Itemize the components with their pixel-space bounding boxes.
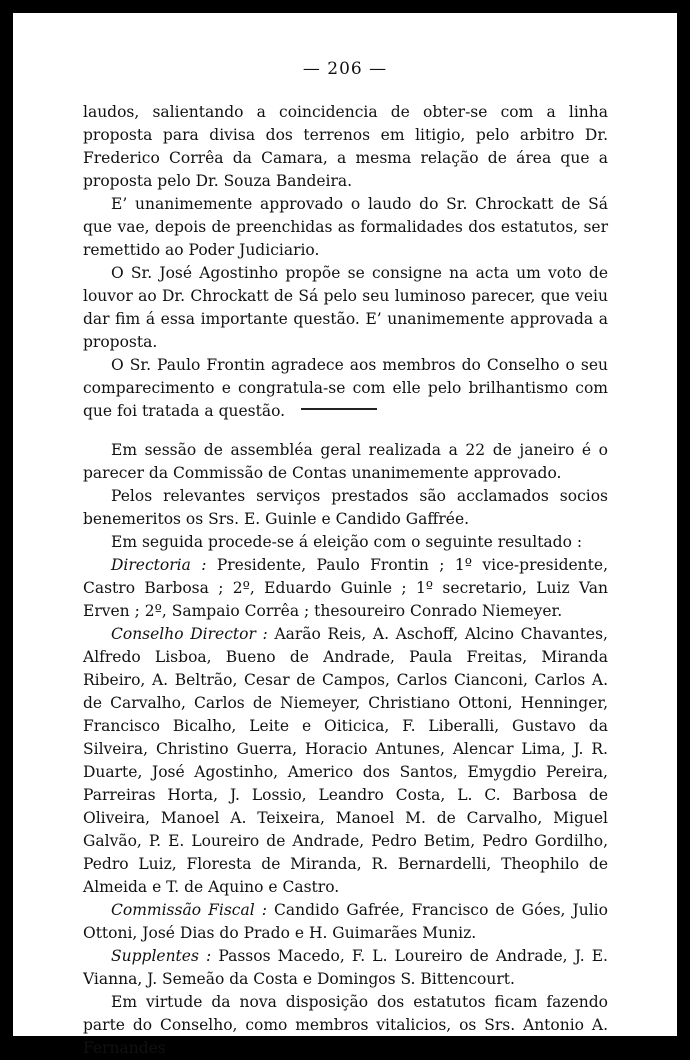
supplentes-label: Supplentes : xyxy=(111,947,212,965)
paragraph: Pelos relevantes serviços prestados são acclamados socios benemeritos os Srs. E. Guinle e Candido Gaffrée. xyxy=(83,487,608,528)
section-divider xyxy=(301,408,377,410)
directoria-text: Presidente, Paulo Frontin ; 1º vice-presidente, Castro Barbosa ; 2º, Eduardo Guinle ; 1º secretario, Luiz Van Erven ; 2º, Sampaio Corrêa ; thesoureiro Conrado Niemeyer. xyxy=(83,556,608,620)
commissao-text: Candido Gafrée, Francisco de Góes, Julio Ottoni, José Dias do Prado e H. Guimarães Muniz. xyxy=(83,901,608,942)
conselho-text: Aarão Reis, A. Aschoff, Alcino Chavantes, Alfredo Lisboa, Bueno de Andrade, Paula Freitas, Miranda Ribeiro, A. Beltrão, Cesar de Campos, Carlos Cianconi, Carlos A. de Carvalho, Carlos de Niemeyer, Christiano Ottoni, Henninger, Francisco Bicalho, Leite e Oiticica, F. Liberalli, Gustavo da Silveira, Christino Guerra, Horacio Antunes, Alencar Lima, J. R. Duarte, José Agostinho, Americo dos Santos, Emygdio Pereira, Parreiras Horta, J. Lossio, Leandro Costa, L. C. Barbosa de Oliveira, Manoel A. Teixeira, Manoel M. de Carvalho, Miguel Galvão, P. E. Loureiro de Andrade, Pedro Betim, Pedro Gordilho, Pedro Luiz, Floresta de Miranda, R. Bernardelli, Theophilo de Almeida e T. de Aquino e Castro. xyxy=(83,625,608,896)
conselho-label: Conselho Director : xyxy=(111,625,268,643)
supplentes-paragraph xyxy=(83,945,608,991)
commissao-paragraph xyxy=(83,899,608,945)
paragraph: O Sr. Paulo Frontin agradece aos membros do Conselho o seu comparecimento e congratula-se com elle pelo brilhantismo com que foi tratada a questão. xyxy=(83,356,608,420)
paragraph: E’ unanimemente approvado o laudo do Sr. Chrockatt de Sá que vae, depois de preenchidas as formalidades dos estatutos, ser remettido ao Poder Judiciario. xyxy=(83,195,608,259)
supplentes-text: Passos Macedo, F. L. Loureiro de Andrade, J. E. Vianna, J. Semeão da Costa e Domingos S. Bittencourt. xyxy=(83,947,608,988)
directoria-label: Directoria : xyxy=(111,556,207,574)
paragraph: Em virtude da nova disposição dos estatutos ficam fazendo parte do Conselho, como membros vitalicios, os Srs. Antonio A. Fernandes xyxy=(83,993,608,1057)
paragraph: Em sessão de assembléa geral realizada a 22 de janeiro é o parecer da Commissão de Contas unanimemente approvado. xyxy=(83,441,608,482)
section-minutes-conclusion xyxy=(83,101,608,423)
page-number: — 206 — xyxy=(302,59,388,79)
paragraph: Em seguida procede-se á eleição com o seguinte resultado : xyxy=(111,533,583,551)
conselho-paragraph xyxy=(83,623,608,899)
commissao-label: Commissão Fiscal : xyxy=(111,901,267,919)
document-page xyxy=(13,13,677,1057)
paragraph: laudos, salientando a coincidencia de obter-se com a linha proposta para divisa dos terrenos em litigio, pelo arbitro Dr. Frederico Corrêa da Camara, a mesma relação de área que a proposta pelo Dr. Souza Bandeira. xyxy=(83,103,608,190)
directoria-paragraph xyxy=(83,554,608,623)
paragraph: O Sr. José Agostinho propõe se consigne na acta um voto de louvor ao Dr. Chrockatt de Sá pelo seu luminoso parecer, que veiu dar fim á essa importante questão. E’ unanimemente approvada a proposta. xyxy=(83,264,608,351)
section-general-assembly xyxy=(83,439,608,1060)
